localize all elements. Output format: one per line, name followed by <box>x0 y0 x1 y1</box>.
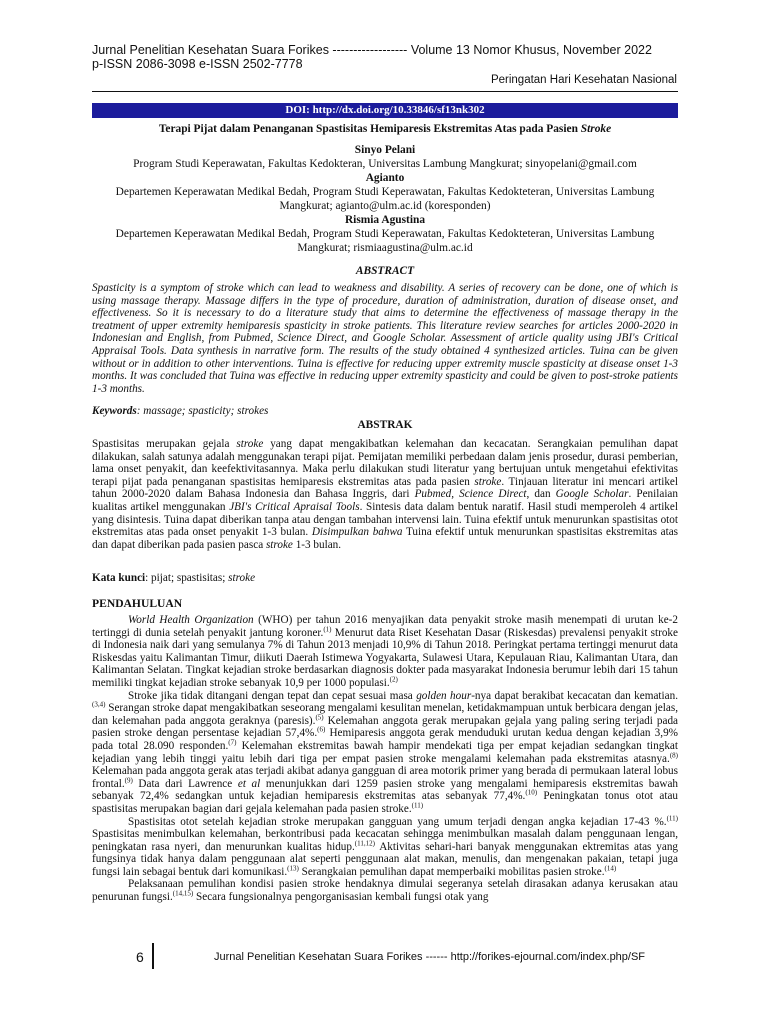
issn-line: p-ISSN 2086-3098 e-ISSN 2502-7778 <box>92 57 303 71</box>
author-affiliation: Departemen Keperawatan Medikal Bedah, Program Studi Keperawatan, Fakultas Kedokteteran, Universitas Lambung Mangkurat; rismiaagustina@ulm.ac.id <box>115 228 655 254</box>
author-name: Sinyo Pelani <box>354 144 416 156</box>
author-name: Agianto <box>365 172 405 184</box>
doi-banner[interactable]: DOI: http://dx.doi.org/10.33846/sf13nk302 <box>92 103 678 118</box>
kata-kunci-label: Kata kunci <box>92 572 146 584</box>
citation[interactable]: (10) <box>525 788 538 797</box>
citation[interactable]: (14) <box>604 864 617 873</box>
citation[interactable]: (11,12) <box>354 838 375 847</box>
citation[interactable]: (9) <box>124 775 133 784</box>
special-issue-label: Peringatan Hari Kesehatan Nasional <box>490 74 677 86</box>
citation[interactable]: (6) <box>317 725 326 734</box>
citation[interactable]: (11) <box>666 813 678 822</box>
introduction-body <box>92 614 678 904</box>
author-name: Rismia Agustina <box>344 214 426 226</box>
keywords-id: Kata kunci: pijat; spastisitas; stroke <box>92 572 256 584</box>
header-divider <box>92 91 678 92</box>
article-title <box>92 122 678 136</box>
citation[interactable]: (11) <box>411 801 424 810</box>
author-affiliation: Program Studi Keperawatan, Fakultas Kedokteran, Universitas Lambung Mangkurat; sinyopelani@gmail.com <box>133 158 637 170</box>
citation[interactable]: (8) <box>669 750 678 759</box>
keywords-label: Keywords <box>92 405 137 417</box>
paragraph: Pelaksanaan pemulihan kondisi pasien stroke hendaknya dimulai segeranya setelah dirasakan adanya kerusakan atau penurunan fungsi.$^{(14,15)}$ Secara fungsionalnya pengorganisasian kembali fungsi otak yang <box>92 878 678 904</box>
title-text: Terapi Pijat dalam Penanganan Spastisitas Hemiparesis Ekstremitas Atas pada Pasien <box>158 123 581 135</box>
citation[interactable]: (13) <box>287 864 299 873</box>
citation[interactable]: (1) <box>323 624 332 633</box>
citation[interactable]: (3,4) <box>92 700 106 709</box>
section-heading: PENDAHULUAN <box>92 597 183 610</box>
paragraph: Spastisitas otot setelah kejadian stroke merupakan gangguan yang umum terjadi dengan angka kejadian 17-43 %.$^{(11)}$ Spastisitas menimbulkan kelemahan, berkontribusi pada kecacatan sehingga menimbulkan masalah dalam penggunaan lengan, peningkatan rasa nyeri, dan menurunkan kualitas hidup.$^{(11,12)}$ Aktivitas sehari-hari banyak menggunakan ektremitas atas yang fungsinya tidak hanya dalam penggunaan alat seperti penggunaan alat makan, menulis, dan mengenakan pakaian, tetapi juga fungsi lain sebagai bentuk dari komunikasi.$^{(13)}$ Serangkaian pemulihan dapat memperbaiki mobilitas pasien stroke.$^{(14)}$ <box>92 813 679 878</box>
journal-header-line: Jurnal Penelitian Kesehatan Suara Forikes ------------------ Volume 13 Nomor Khusus, November 2022 <box>92 43 652 57</box>
keywords-en <box>92 405 678 418</box>
title-italic-text: Stroke <box>580 123 612 135</box>
footer-journal-link[interactable]: Jurnal Penelitian Kesehatan Suara Forikes ------ http://forikes-ejournal.com/index.php/SF <box>214 951 646 963</box>
page-number: 6 <box>136 949 144 965</box>
abstrak-body: Spastisitas merupakan gejala stroke yang dapat mengakibatkan kelemahan dan kecacatan. Serangkaian pemulihan dapat dilakukan, salah satunya adalah menggunakan terapi pijat. Pemijatan memiliki perbedaan dalam jenis prosedur, durasi pemberian, lama onset penyakit, dan keefektivitasannya. Maka perlu dilakukan studi literatur yang bertujuan untuk mengetahui efektivitas terapi pijat pada penanganan spastisitas hemiparesis ekstremitas atas pada pasien stroke. Tinjauan literatur ini mencari artikel tahun 2000-2020 dalam Bahasa Indonesia dan Bahasa Inggris, dari Pubmed, Science Direct, dan Google Scholar. Penilaian kualitas artikel menggunakan JBI's Critical Apraisal Tools. Sintesis data dalam bentuk naratif. Hasil studi memperoleh 4 artikel yang disintesis. Tuina dapat diberikan tanpa atau dengan tambahan intervensi lain. Tuina efektif untuk menurunkan spastisitas otot ekstremitas atas pada onset penyakit 1-3 bulan. Disimpulkan bahwa Tuina efektif untuk menurunkan spastisitas ekstremitas atas dan dapat diberikan pada pasien pasca stroke 1-3 bulan. <box>92 438 679 551</box>
abstract-body: Spasticity is a symptom of stroke which can lead to weakness and disability. A series of recovery can be done, one of which is using massage therapy. Massage differs in the type of procedure, duration of administration, duration of disease onset, and effectiveness. So it is necessary to do a literature study that aims to determine the effectiveness of massage therapy in the treatment of upper extremity hemiparesis spasticity in stroke patients. This literature review searches for articles 2000-2020 in Indonesian and English, from Pubmed, Science Direct, and Google Scholar. Assessment of article quality using JBI's Critical Appraisal Tools. Data synthesis in narrative form. The results of the study obtained 4 synthesized articles. Tuina can be given without or in addition to other interventions. Tuina is effective for reducing upper extremity muscle spasticity at disease onset 1-3 months. It was concluded that Tuina was effective in reducing upper extremity spasticity and could be given to post-stroke patients 1-3 months. <box>92 282 678 395</box>
paragraph: World Health Organization (WHO) per tahun 2016 menyajikan data penyakit stroke masih menempati di urutan ke-2 tertinggi di dunia setelah penyakit jantung koroner.$^{(1)}$ Menurut data Riset Kesehatan Dasar (Riskesdas) prevalensi penyakit stroke di Indonesia naik dari yang semulanya 7% di Tahun 2013 menjadi 10,9% di Tahun 2018. Peringkat pertama tertinggi menurut data Riskesdas yaitu Kalimantan Timur, diikuti Daerah Istimewa Yogyakarta, Sulawesi Utara, Kepulauan Riau, Kalimantan Utara, dan Kalimantan Selatan. Tingkat kejadian stroke berdasarkan diagnosis dokter pada masyarakat Indonesia berumur lebih dari 15 tahun memiliki tingkat kejadian stroke sebanyak 10,9 per 1000 populasi.$^{(2)}$ <box>92 614 678 689</box>
footer-divider <box>152 943 154 969</box>
keywords-text: : massage; spasticity; strokes <box>136 405 269 417</box>
citation[interactable]: (2) <box>389 675 398 684</box>
abstract-heading: ABSTRACT <box>355 265 415 277</box>
paragraph: Stroke jika tidak ditangani dengan tepat dan cepat sesuai masa golden hour-nya dapat berakibat kecacatan dan kematian.$^{(3,4)}$ Serangan stroke dapat mengakibatkan seseorang mengalami kesulitan menelan, ketidakmampuan untuk berbicara dengan jelas, dan kelemahan pada anggota geraknya (paresis).$^{(5)}$ Kelemahan anggota gerak merupakan gejala yang paling sering terjadi pada pasien stroke dengan persentase kejadian 57,4%.$^{(6)}$ Hemiparesis anggota gerak menduduki urutan kedua dengan kejadian 3,9% pada total 28.090 responden.$^{(7)}$ Kelemahan ekstremitas bawah hampir mendekati tiga per empat kejadian sedangkan tingkat kejadian yang lebih tinggi yaitu lebih dari tiga per empat pasien stroke mengalami kelemahan pada ekstremitas atasnya.$^{(8)}$ Kelemahan pada anggota gerak atas terjadi akibat adanya gangguan di area motorik primer yang berada di permukaan lateral lobus frontal.$^{(9)}$ Data dari Lawrence et al menunjukkan dari 1259 pasien stroke yang mengalami hemiparesis ekstremitas bawah sebanyak 72,4% sedangkan untuk kejadian hemiparesis ekstremitas atas sebanyak 77,4%.$^{(10)}$ Peningkatan tonus otot atau spastisitas merupakan bagian dari gejala kelemahan pada pasien stroke.$^{(11)}$ <box>92 689 679 815</box>
abstrak-heading: ABSTRAK <box>357 419 413 431</box>
citation[interactable]: (5) <box>315 713 324 722</box>
citation[interactable]: (14,15) <box>172 889 194 898</box>
citation[interactable]: (7) <box>228 738 237 747</box>
author-affiliation: Departemen Keperawatan Medikal Bedah, Program Studi Keperawatan, Fakultas Kedokteteran, Universitas Lambung Mangkurat; agianto@ulm.ac.id (koresponden) <box>115 186 655 212</box>
